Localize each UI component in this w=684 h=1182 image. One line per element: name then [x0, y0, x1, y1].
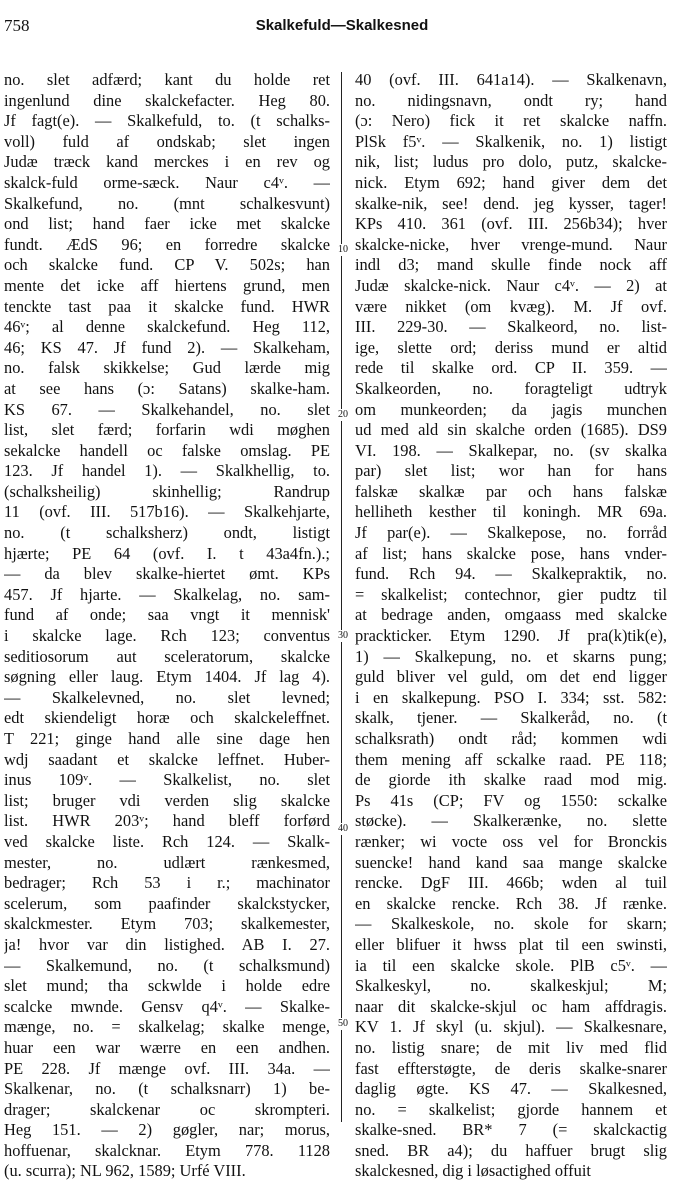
- text-line: Heg 151. — 2) gøgler, nar; morus,: [4, 1120, 330, 1140]
- text-line: de giorde ith skalke raad mod mig.: [355, 770, 667, 790]
- text-line: mænge, no. = skalkelag; skalke menge,: [4, 1017, 330, 1037]
- text-line: skalck-fuld orme-sæck. Naur c4ᵛ. —: [4, 172, 330, 192]
- text-line: ja! hvor var din listighed. AB I. 27.: [4, 934, 330, 954]
- text-line: PE 228. Jf mænge ovf. III. 34a. —: [4, 1058, 330, 1078]
- text-line: Ps 41s (CP; FV og 1550: sckalke: [355, 790, 667, 810]
- text-line: falskæ skalkæ par och hans falskæ: [355, 481, 667, 501]
- text-line: ingenlund dine skalckefacter. Heg 80.: [4, 90, 330, 110]
- text-line: T 221; ginge hand alle sine dage hen: [4, 729, 330, 748]
- text-line: at bedrage anden, omgaass med skalcke: [355, 605, 667, 625]
- line-number: 40: [332, 823, 354, 835]
- text-line: fast effterstøgte, de deris skalke-snarer: [355, 1058, 667, 1078]
- text-line: drager; skalckenar oc skrompteri.: [4, 1099, 330, 1119]
- text-line: skalcke-nicke, hver vrenge-mund. Naur: [355, 234, 667, 254]
- text-line: helliheth kesther til koningh. MR 69a.: [355, 502, 667, 522]
- text-line: 40 (ovf. III. 641a14). — Skalkenavn,: [355, 70, 667, 89]
- text-line: 1) — Skalkepung, no. et skarns pung;: [355, 646, 667, 666]
- text-line: en skalcke rencke. Rch 38. Jf rænke.: [355, 893, 667, 913]
- text-line: 46ᵛ; al denne skalckefund. Heg 112,: [4, 317, 330, 337]
- text-line: 46; KS 47. Jf fund 2). — Skalkeham,: [4, 337, 330, 357]
- text-line: no. falsk skikkelse; Gud lærde mig: [4, 358, 330, 378]
- text-line: par) slet list; wor han for hans: [355, 461, 667, 481]
- text-line: hjærte; PE 64 (ovf. I. t 43a4fn.).;: [4, 543, 330, 563]
- text-line: no. nidingsnavn, ondt ry; hand: [355, 90, 667, 110]
- text-line: no. (t schalksherz) ondt, listigt: [4, 523, 330, 543]
- text-line: søgning eller laug. Etym 1404. Jf lag 4).: [4, 667, 330, 687]
- text-line: naar dit skalcke-skjul oc ham affdragis.: [355, 996, 667, 1016]
- text-line: skalke-sned. BR* 7 (= skalckactig: [355, 1120, 667, 1140]
- text-line: i skalcke lage. Rch 123; conventus: [4, 626, 330, 646]
- text-line: KPs 410. 361 (ovf. III. 256b34); hver: [355, 214, 667, 234]
- text-line: suencke! hand kand saa mange skalcke: [355, 852, 667, 872]
- text-line: 11 (ovf. III. 517b16). — Skalkehjarte,: [4, 502, 330, 522]
- running-head: Skalkefuld—Skalkesned: [255, 17, 429, 34]
- text-line: scelerum, som paafinder skalckstycker,: [4, 893, 330, 913]
- text-line: skalk, tjener. — Skalkeråd, no. (t: [355, 708, 667, 728]
- text-line: skalke-nik, see! dend. jeg kysser, tager!: [355, 193, 667, 213]
- text-line: (schalksheilig) skinhellig; Randrup: [4, 481, 330, 501]
- text-line: rencke. DgF III. 466b; wden al tuil: [355, 873, 667, 893]
- text-line: III. 229-30. — Skalkeord, no. list-: [355, 317, 667, 337]
- text-line: och skalcke fund. CP V. 502s; han: [4, 255, 330, 275]
- text-line: wdj saadant et skalcke leffnet. Huber-: [4, 749, 330, 769]
- line-number: 10: [332, 244, 354, 256]
- text-line: — Skalkelevned, no. slet levned;: [4, 687, 330, 707]
- text-line: være nikket (om kvæg). M. Jf ovf.: [355, 296, 667, 316]
- text-line: slet mund; tha sckwlde i holde edre: [4, 976, 330, 996]
- text-line: scalcke mwnde. Gensv q4ᵛ. — Skalke-: [4, 996, 330, 1016]
- text-line: nick. Etym 692; hand giver dem det: [355, 172, 667, 192]
- text-line: sned. BR a4); du haffuer brugt slig: [355, 1140, 667, 1160]
- text-line: them mening aff sckalke raad. PE 118;: [355, 749, 667, 769]
- text-line: Skalkefund, no. (mnt schalkesvunt): [4, 193, 330, 213]
- text-line: guld bliver vel guld, om det end ligger: [355, 667, 667, 687]
- text-line: 123. Jf handel 1). — Skalkhellig, to.: [4, 461, 330, 481]
- text-line: bedrager; Rch 53 i r.; machinator: [4, 873, 330, 893]
- text-line: Jf par(e). — Skalkepose, no. forråd: [355, 523, 667, 543]
- text-line: Skalkenar, no. (t schalksnarr) 1) be-: [4, 1079, 330, 1099]
- line-number: 30: [332, 630, 354, 642]
- text-line: ia til een skalcke skole. PlB c5ᵛ. —: [355, 955, 667, 975]
- text-line: i en skalkepung. PSO I. 334; sst. 582:: [355, 687, 667, 707]
- text-line: mente det icke aff hiertens grund, men: [4, 275, 330, 295]
- text-line: no. slet adfærd; kant du holde ret: [4, 70, 330, 89]
- text-line: list; bruger vdi verden slig skalcke: [4, 790, 330, 810]
- text-line: Judæ træck kand merckes i en rev og: [4, 152, 330, 172]
- text-line: tenckte tast paa it skalcke fund. HWR: [4, 296, 330, 316]
- text-line: huar een war wærre en een andhen.: [4, 1037, 330, 1057]
- text-line: nik, list; ludus pro dolo, putz, skalcke-: [355, 152, 667, 172]
- text-line: Skalkeorden, no. foragteligt udtryk: [355, 378, 667, 398]
- text-line: VI. 198. — Skalkepar, no. (sv skalka: [355, 440, 667, 460]
- text-line: = skalkelist; contechnor, gier pudtz til: [355, 584, 667, 604]
- text-line: Judæ skalcke-nick. Naur c4ᵛ. — 2) at: [355, 275, 667, 295]
- text-line: edt skiendeligt horæ och skalckeleffnet.: [4, 708, 330, 728]
- text-line: ud med ald sin skalche orden (1685). DS9: [355, 420, 667, 440]
- line-number: 20: [332, 409, 354, 421]
- left-column: [4, 70, 330, 1182]
- text-line: list, slet færd; forfarin wdi møghen: [4, 420, 330, 440]
- text-line: skalckesned, dig i løsactighed offuit: [355, 1161, 591, 1181]
- line-number: 50: [332, 1018, 354, 1030]
- text-line: no. listig snare; de mit liv med flid: [355, 1037, 667, 1057]
- text-line: — Skalkeskole, no. skole for skarn;: [355, 914, 667, 934]
- text-line: at see hans (ɔ: Satans) skalke-ham.: [4, 378, 330, 398]
- text-line: KS 67. — Skalkehandel, no. slet: [4, 399, 330, 419]
- text-line: schalksrath) ondt råd; kommen wdi: [355, 729, 667, 748]
- text-line: rede til skalke ord. CP II. 359. —: [355, 358, 667, 378]
- text-line: inus 109ᵛ. — Skalkelist, no. slet: [4, 770, 330, 790]
- text-line: ond list; hand faer icke met skalcke: [4, 214, 330, 234]
- text-line: KV 1. Jf skyl (u. skjul). — Skalkesnare,: [355, 1017, 667, 1037]
- column-divider: [341, 72, 342, 1122]
- text-line: rænker; wi vocte oss vel for Bronckis: [355, 831, 667, 851]
- page-header: [0, 0, 684, 40]
- text-line: Skalkeskyl, no. skalkeskjul; M;: [355, 976, 667, 996]
- text-line: om munkeorden; da jagis munchen: [355, 399, 667, 419]
- text-line: prackticker. Etym 1290. Jf pra(k)tik(e),: [355, 626, 667, 646]
- text-line: fund af onde; saa vngt it mennisk': [4, 605, 330, 625]
- text-line: no. = skalkelist; gjorde hannem et: [355, 1099, 667, 1119]
- text-line: list. HWR 203ᵛ; hand bleff forførd: [4, 811, 330, 831]
- text-line: ige, slette ord; deriss mund er altid: [355, 337, 667, 357]
- text-line: støcke). — Skalkerænke, no. slette: [355, 811, 667, 831]
- text-line: af list; hans skalcke pose, hans vnder-: [355, 543, 667, 563]
- text-line: fund. Rch 94. — Skalkepraktik, no.: [355, 564, 667, 584]
- text-line: fundt. ÆdS 96; en forredre skalcke: [4, 234, 330, 254]
- text-line: eller blifuer it hwss plat til een swinsti,: [355, 934, 667, 954]
- text-line: daglig øgte. KS 47. — Skalkesned,: [355, 1079, 667, 1099]
- text-line: — Skalkemund, no. (t schalksmund): [4, 955, 330, 975]
- text-line: voll) fuld af ondskab; slet ingen: [4, 131, 330, 151]
- text-line: ved skalcke liste. Rch 124. — Skalk-: [4, 831, 330, 851]
- text-line: hoffuenar, skalcknar. Etym 778. 1128: [4, 1140, 330, 1160]
- text-line: Jf fagt(e). — Skalkefuld, to. (t schalks-: [4, 111, 330, 131]
- text-line: skalckmester. Etym 703; skalkemester,: [4, 914, 330, 934]
- text-line: 457. Jf hjarte. — Skalkelag, no. sam-: [4, 584, 330, 604]
- text-line: (ɔ: Nero) fick it ret skalcke naffn.: [355, 111, 667, 131]
- text-line: (u. scurra); NL 962, 1589; Urfé VIII.: [4, 1161, 246, 1181]
- page-number: 758: [4, 16, 30, 35]
- text-line: sekalcke handell oc falske omslag. PE: [4, 440, 330, 460]
- text-line: indl d3; mand skulle finde nock aff: [355, 255, 667, 275]
- text-line: mester, no. udlært rænkesmed,: [4, 852, 330, 872]
- text-line: seditiosorum aut sceleratorum, skalcke: [4, 646, 330, 666]
- right-column: [355, 70, 667, 1182]
- text-line: — da blev skalke-hiertet ømt. KPs: [4, 564, 330, 584]
- text-line: PlSk f5ᵛ. — Skalkenik, no. 1) listigt: [355, 131, 667, 151]
